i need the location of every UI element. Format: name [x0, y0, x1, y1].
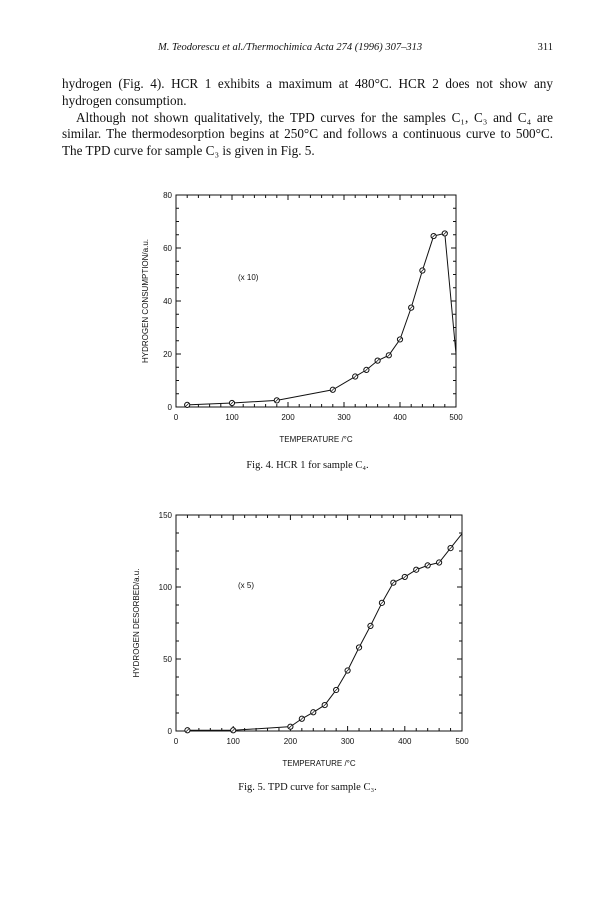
- x-tick-label: 100: [226, 737, 240, 746]
- x-tick-label: 500: [449, 413, 463, 422]
- x-tick-label: 200: [281, 413, 295, 422]
- y-tick-label: 60: [163, 244, 172, 253]
- x-tick-label: 0: [173, 413, 179, 422]
- figure-4-caption: Fig. 4. HCR 1 for sample C₄.: [246, 460, 369, 471]
- plot-frame: [176, 515, 462, 731]
- y-tick-label: 0: [167, 403, 172, 412]
- paragraph: hydrogen (Fig. 4). HCR 1 exhibits a maximum at 480°C. HCR 2 does not show any hydrogen consumption.: [62, 76, 553, 108]
- x-tick-label: 0: [173, 737, 179, 746]
- figure-4-plot: [0, 185, 615, 455]
- series-line: [187, 233, 456, 404]
- x-tick-label: 400: [393, 413, 407, 422]
- y-axis-label: HYDROGEN CONSUMPTION/a.u.: [141, 238, 150, 364]
- journal-citation: M. Teodorescu et al./Thermochimica Acta 274 (1996) 307–313: [158, 42, 423, 53]
- y-tick-label: 50: [163, 655, 172, 664]
- x-tick-label: 500: [455, 737, 469, 746]
- x-tick-label: 100: [225, 413, 239, 422]
- y-tick-label: 0: [167, 727, 172, 736]
- y-tick-label: 20: [163, 350, 172, 359]
- x-tick-label: 300: [337, 413, 351, 422]
- x-tick-label: 400: [398, 737, 412, 746]
- y-tick-label: 150: [158, 511, 172, 520]
- paragraph: Although not shown qualitatively, the TPD curves for the samples C₁, C₃ and C₄ are similar. The thermodesorption begins at 250°C and follows a continuous curve to 500°C. The TPD curve for sample C₃ is given in Fig. 5.: [62, 109, 553, 159]
- y-tick-label: 100: [158, 583, 172, 592]
- scale-factor-label: (x 5): [238, 581, 254, 590]
- figure-5: [0, 505, 615, 775]
- figure-4: [0, 185, 615, 455]
- x-tick-label: 300: [340, 737, 355, 746]
- body-text: [62, 76, 553, 160]
- page-number: 311: [537, 42, 553, 53]
- y-axis-label: HYDROGEN DESORBED/a.u.: [132, 568, 141, 678]
- x-tick-label: 200: [283, 737, 298, 746]
- figure-5-caption: Fig. 5. TPD curve for sample C₃.: [238, 782, 377, 793]
- scale-factor-label: (x 10): [238, 273, 259, 282]
- x-axis-label: TEMPERATURE /°C: [282, 759, 356, 768]
- plot-frame: [176, 195, 456, 407]
- series-line: [187, 534, 462, 731]
- y-tick-label: 80: [163, 191, 172, 200]
- y-tick-label: 40: [163, 297, 172, 306]
- running-head: [62, 42, 553, 60]
- figure-5-plot: [0, 505, 615, 775]
- x-axis-label: TEMPERATURE /°C: [279, 435, 353, 444]
